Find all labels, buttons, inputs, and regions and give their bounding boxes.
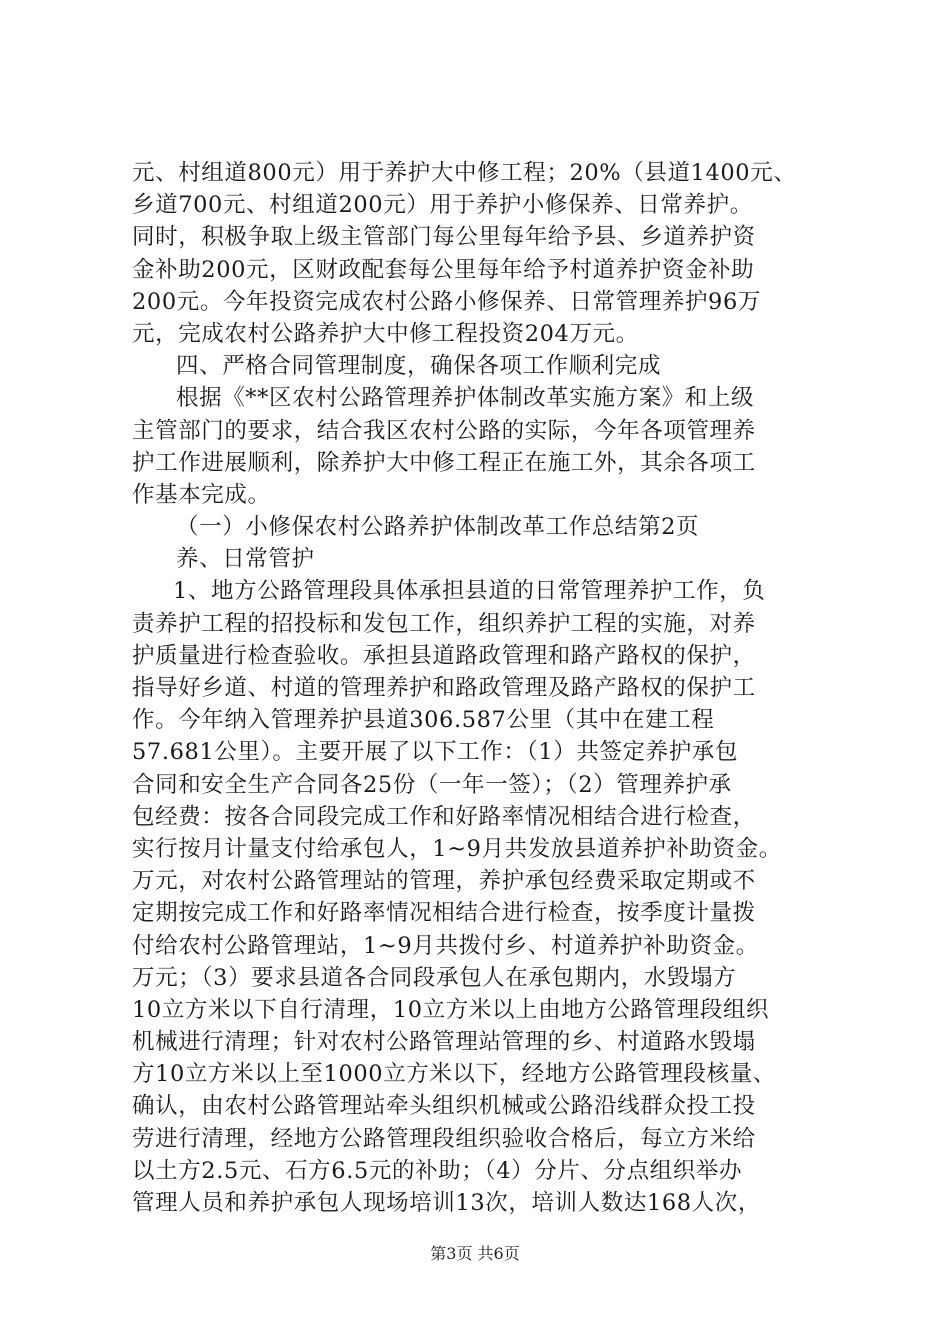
section-heading: 四、严格合同管理制度，确保各项工作顺利完成 — [176, 353, 662, 380]
text-line: 机械进行清理；针对农村公路管理站管理的乡、村道路水毁塌 — [132, 1029, 756, 1056]
text-line: 养、日常管护 — [176, 546, 315, 573]
text-line: 200元。今年投资完成农村公路小修保养、日常管理养护96万 — [132, 288, 761, 315]
text-line: 1、地方公路管理段具体承担县道的日常管理养护工作，负 — [173, 578, 766, 605]
text-line: 劳进行清理，经地方公路管理段组织验收合格后，每立方米给 — [132, 1125, 756, 1152]
text-line: 方10立方米以上至1000立方米以下，经地方公路管理段核量、 — [132, 1061, 776, 1088]
text-line: 管理人员和养护承包人现场培训13次，培训人数达168人次， — [132, 1190, 761, 1216]
document-body — [132, 157, 832, 1219]
text-line: 包经费：按各合同段完成工作和好路率情况相结合进行检查， — [132, 803, 756, 830]
text-line: 根据《**区农村公路管理养护体制改革实施方案》和上级 — [176, 385, 755, 412]
text-line: 57.681公里）。主要开展了以下工作：（1）共签定养护承包 — [132, 739, 739, 766]
text-line: 同时，积极争取上级主管部门每公里每年给予县、乡道养护资 — [132, 224, 756, 251]
text-line: 定期按完成工作和好路率情况相结合进行检查，按季度计量拨 — [132, 900, 756, 927]
text-line: 责养护工程的招投标和发包工作，组织养护工程的实施，对养 — [132, 610, 756, 637]
text-line: 万元，对农村公路管理站的管理，养护承包经费采取定期或不 — [132, 868, 756, 895]
text-line: 作基本完成。 — [132, 481, 271, 508]
text-line: 指导好乡道、村道的管理养护和路政管理及路产路权的保护工 — [132, 675, 756, 701]
text-line: 主管部门的要求，结合我区农村公路的实际，今年各项管理养 — [132, 417, 756, 444]
text-line: 合同和安全生产合同各25份（一年一签）；（2）管理养护承 — [132, 771, 732, 798]
text-line: 确认，由农村公路管理站牵头组织机械或公路沿线群众投工投 — [132, 1093, 756, 1120]
text-line: 万元；（3）要求县道各合同段承包人在承包期内，水毁塌方 — [132, 964, 737, 991]
text-line: 元、村组道800元）用于养护大中修工程；20%（县道1400元、 — [132, 160, 797, 186]
text-line: 以土方2.5元、石方6.5元的补助；（4）分片、分点组织举办 — [132, 1157, 743, 1184]
text-line: 付给农村公路管理站，1~9月共拨付乡、村道养护补助资金。 — [132, 932, 759, 959]
page-footer: 第3页 共6页 — [430, 1244, 520, 1263]
text-line: 10立方米以下自行清理，10立方米以上由地方公路管理段组织 — [132, 996, 770, 1023]
text-line: 护工作进展顺利，除养护大中修工程正在施工外，其余各项工 — [132, 449, 756, 476]
text-line: 护质量进行检查验收。承担县道路政管理和路产路权的保护， — [132, 642, 756, 669]
text-line: 元，完成农村公路养护大中修工程投资204万元。 — [132, 320, 639, 347]
text-line: 作。今年纳入管理养护县道306.587公里（其中在建工程 — [132, 707, 715, 734]
subsection-heading: （一）小修保农村公路养护体制改革工作总结第2页 — [176, 514, 700, 541]
text-line: 金补助200元，区财政配套每公里每年给予村道养护资金补助 — [132, 256, 755, 283]
text-line: 实行按月计量支付给承包人，1~9月共发放县道养护补助资金。 — [132, 835, 782, 862]
text-line: 乡道700元、村组道200元）用于养护小修保养、日常养护。 — [132, 192, 753, 219]
